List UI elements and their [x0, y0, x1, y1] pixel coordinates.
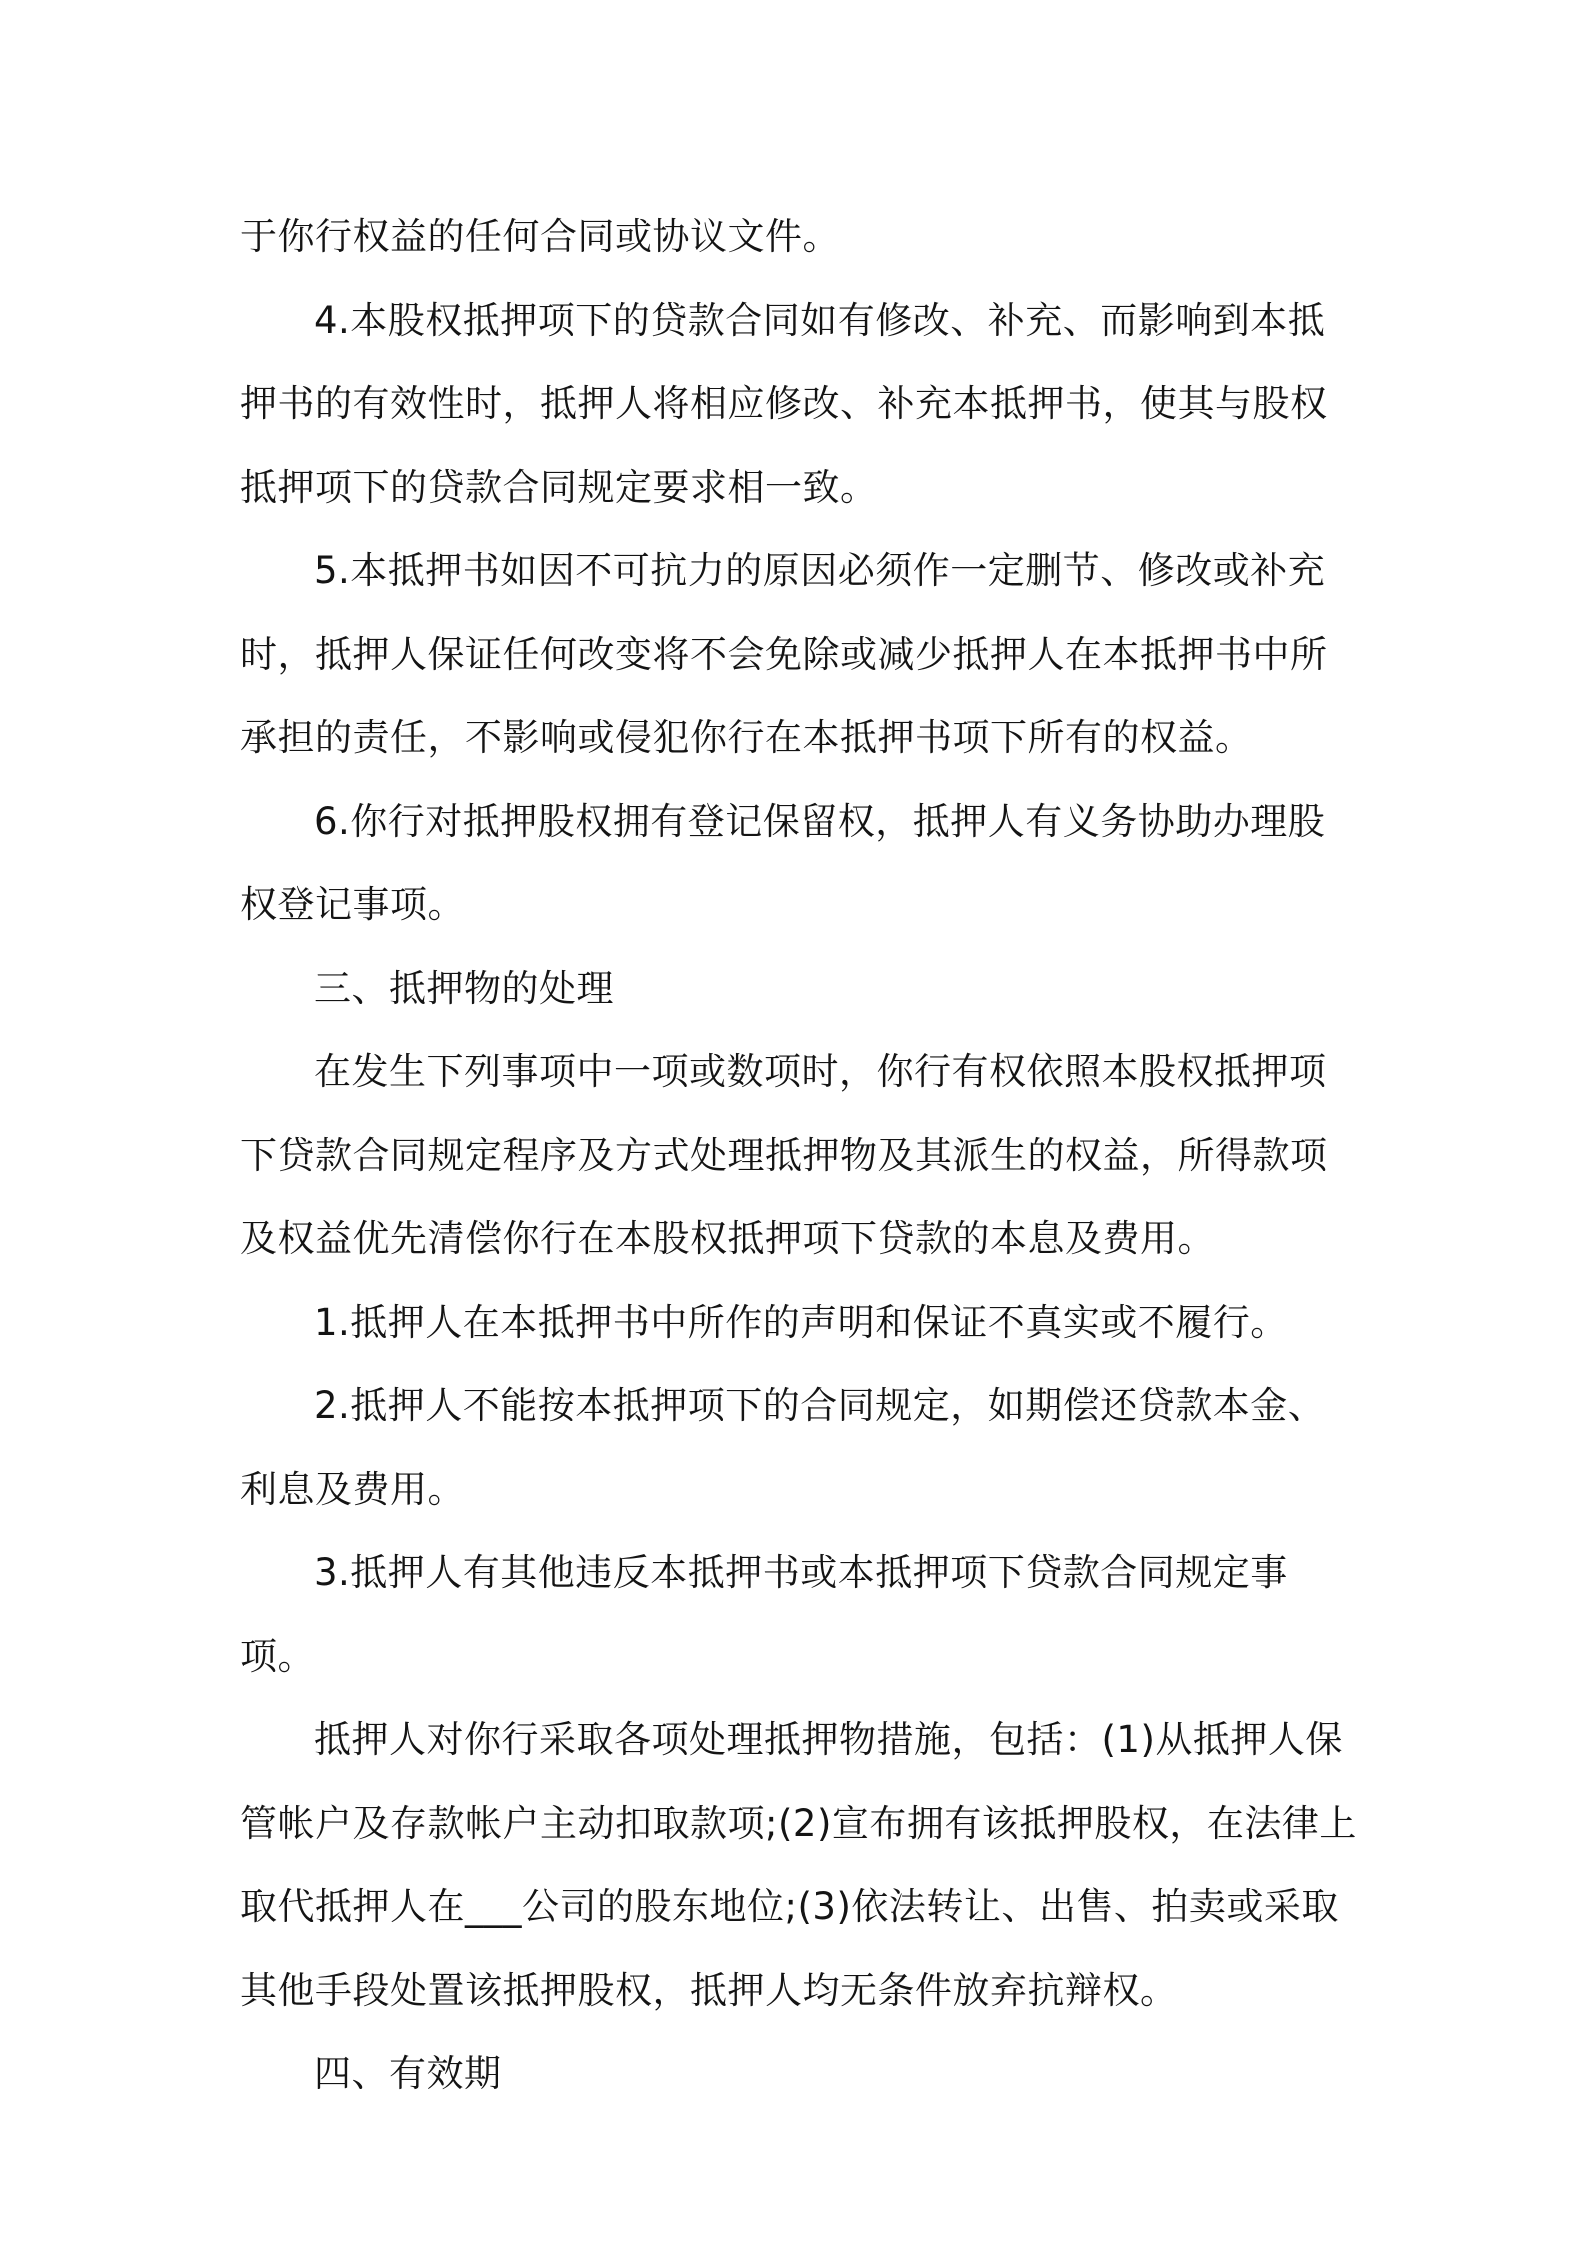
paragraph-item-5: 5.本抵押书如因不可抗力的原因必须作一定删节、修改或补充时，抵押人保证任何改变将不会免除或减少抵押人在本抵押书中所承担的责任，不影响或侵犯你行在本抵押书项下所有的权益。 — [240, 549, 1328, 759]
section-heading-4: 四、有效期 — [314, 2052, 502, 2095]
paragraph-case-3: 3.抵押人有其他违反本抵押书或本抵押项下贷款合同规定事项。 — [240, 1551, 1288, 1678]
paragraph-item-6: 6.你行对抵押股权拥有登记保留权，抵押人有义务协助办理股权登记事项。 — [240, 799, 1326, 926]
paragraph-measures: 抵押人对你行采取各项处理抵押物措施，包括：(1)从抵押人保管帐户及存款帐户主动扣取款项;(2)宣布拥有该抵押股权，在法律上取代抵押人在___公司的股东地位;(3)依法转让、出售、拍卖或采取其他手段处置该抵押股权，抵押人均无条件放弃抗辩权。 — [240, 1718, 1357, 2012]
paragraph-case-1: 1.抵押人在本抵押书中所作的声明和保证不真实或不履行。 — [314, 1300, 1288, 1344]
section-heading-3: 三、抵押物的处理 — [314, 966, 614, 1010]
paragraph-item-4: 4.本股权抵押项下的贷款合同如有修改、补充、而影响到本抵押书的有效性时，抵押人将相应修改、补充本抵押书，使其与股权抵押项下的贷款合同规定要求相一致。 — [240, 298, 1328, 509]
paragraph-case-2: 2.抵押人不能按本抵押项下的合同规定，如期偿还贷款本金、利息及费用。 — [240, 1384, 1326, 1511]
paragraph-continuation: 于你行权益的任何合同或协议文件。 — [240, 215, 840, 258]
document-body — [240, 195, 1360, 2116]
paragraph-intro: 在发生下列事项中一项或数项时，你行有权依照本股权抵押项下贷款合同规定程序及方式处理抵押物及其派生的权益，所得款项及权益优先清偿你行在本股权抵押项下贷款的本息及费用。 — [240, 1050, 1328, 1260]
